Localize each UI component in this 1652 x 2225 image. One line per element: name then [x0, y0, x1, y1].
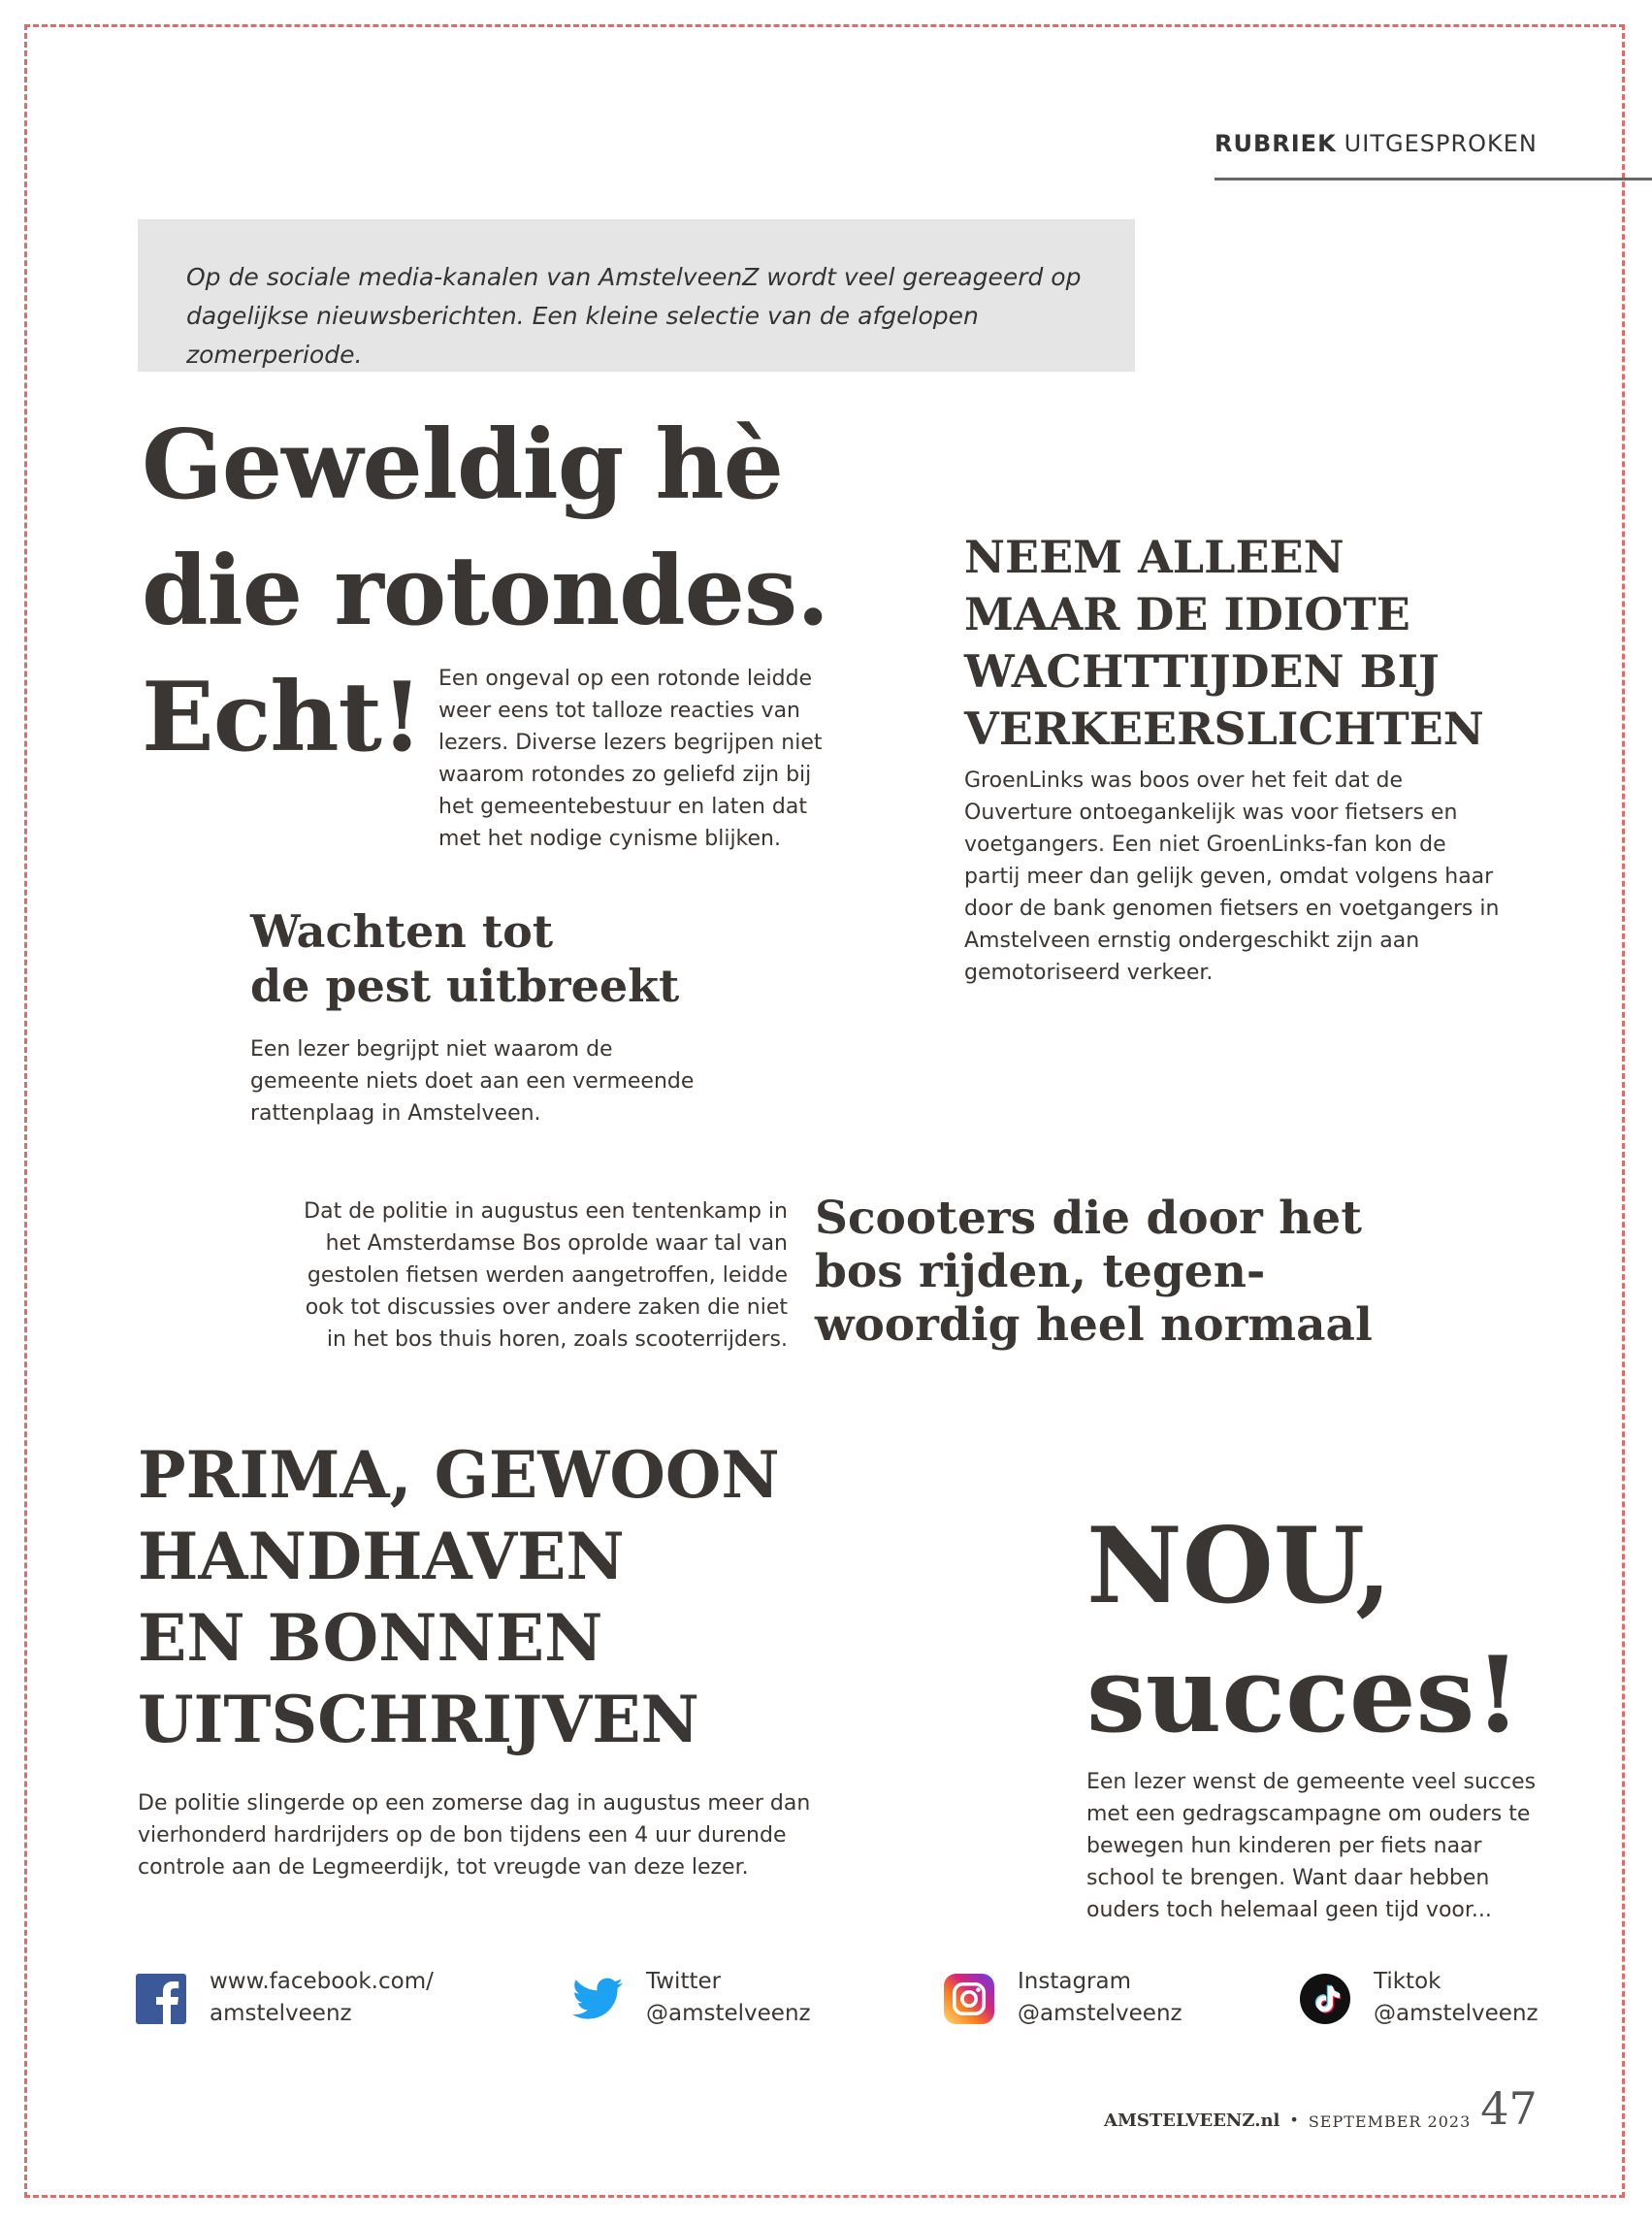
footer-brand: AMSTELVEENZ.nl [1104, 2110, 1280, 2131]
article-text-neem-alleen: GroenLinks was boos over het feit dat de Ouverture ontoegankelijk was voor fietsers en voetgangers. Een niet GroenLinks-fan kon de partij meer dan gelijk geven, omdat volgens haar door de bank genomen fietsers en voetgangers in Amstelveen ernstig ondergeschikt zijn aan gemotoriseerd verkeer. [964, 769, 1500, 985]
social-twitter[interactable] [572, 1966, 811, 2030]
headline-line: Scooters die door het [815, 1192, 1362, 1245]
intro-line-1: Op de sociale media-kanalen van AmstelveenZ wordt veel gereageerd op [186, 263, 1082, 291]
social-label: Instagram [1018, 1969, 1132, 1994]
social-label: www.facebook.com/ [210, 1969, 434, 1994]
footer-separator: • [1289, 2110, 1299, 2129]
section-label-name: UITGESPROKEN [1344, 130, 1538, 157]
headline-line: NOU, [1086, 1505, 1392, 1627]
headline-line: WACHTTIJDEN BIJ [964, 645, 1440, 698]
article-text-scooters: Dat de politie in augustus een tentenkamp in het Amsterdamse Bos oprolde waar tal van gestolen fietsen werden aangetroffen, leidde ook tot discussies over andere zaken die niet in het bos thuis horen, zoals scooterrijders. [304, 1199, 788, 1352]
footer-issue: SEPTEMBER 2023 [1308, 2112, 1472, 2131]
headline-line: UITSCHRIJVEN [138, 1682, 699, 1757]
headline-wachten [250, 904, 794, 1013]
section-label [1215, 130, 1538, 157]
headline-nou-succes [1086, 1502, 1552, 1760]
headline-line: Echt! [142, 662, 422, 773]
intro-line-2: dagelijkse nieuwsberichten. Een kleine selectie van de afgelopen zomerperiode. [186, 302, 979, 369]
headline-neem-alleen [964, 529, 1546, 758]
social-label: Tiktok [1374, 1969, 1441, 1994]
instagram-icon [944, 1974, 994, 2024]
twitter-icon [572, 1974, 623, 2024]
headline-line: Geweldig hè [142, 409, 783, 521]
headline-line: de pest uitbreekt [250, 960, 680, 1012]
article-text-nou-succes: Een lezer wenst de gemeente veel succes met een gedragscampagne om ouders te bewegen hun kinderen per fiets naar school te brengen. Want daar hebben ouders toch helemaal geen tijd voor... [1086, 1770, 1537, 1922]
headline-scooters [815, 1192, 1416, 1352]
headline-line: woordig heel normaal [815, 1298, 1373, 1352]
page-footer [1104, 2082, 1538, 2135]
article-text-prima: De politie slingerde op een zomerse dag in augustus meer dan vierhonderd hardrijders op de bon tijdens een 4 uur durende controle aan de Legmeerdijk, tot vreugde van deze lezer. [138, 1791, 811, 1880]
headline-line: bos rijden, tegen- [815, 1245, 1266, 1298]
page-number: 47 [1480, 2082, 1538, 2135]
article-text-geweldig: Een ongeval op een rotonde leidde weer eens tot talloze reacties van lezers. Diverse lezers begrijpen niet waarom rotondes zo geliefd zijn bij het gemeentebestuur en laten dat met het nodige cynisme blijken. [438, 667, 823, 851]
headline-line: EN BONNEN [138, 1600, 603, 1676]
headline-line: HANDHAVEN [138, 1519, 625, 1594]
tiktok-icon [1300, 1974, 1350, 2024]
article-text-wachten: Een lezer begrijpt niet waarom de gemeente niets doet aan een vermeende rattenplaag in Amstelveen. [250, 1037, 695, 1126]
section-rule [1215, 178, 1652, 180]
headline-line: die rotondes. [142, 536, 829, 647]
social-instagram[interactable] [944, 1966, 1182, 2030]
headline-line: Wachten tot [250, 905, 554, 958]
headline-prima [138, 1434, 894, 1760]
headline-line: NEEM ALLEEN [964, 531, 1344, 583]
social-label: Twitter [646, 1969, 722, 1994]
social-handle: @amstelveenz [1018, 2001, 1182, 2026]
social-handle: @amstelveenz [646, 2001, 811, 2026]
social-handle: @amstelveenz [1374, 2001, 1539, 2026]
headline-line: PRIMA, GEWOON [138, 1437, 780, 1513]
social-handle: amstelveenz [210, 2001, 352, 2026]
headline-line: VERKEERSLICHTEN [964, 703, 1484, 755]
section-label-bold: RUBRIEK [1215, 130, 1337, 157]
intro-box [138, 219, 1135, 372]
headline-line: MAAR DE IDIOTE [964, 588, 1410, 640]
social-facebook[interactable] [136, 1966, 434, 2030]
headline-line: succes! [1086, 1634, 1521, 1756]
facebook-icon [136, 1974, 186, 2024]
social-tiktok[interactable] [1300, 1966, 1539, 2030]
